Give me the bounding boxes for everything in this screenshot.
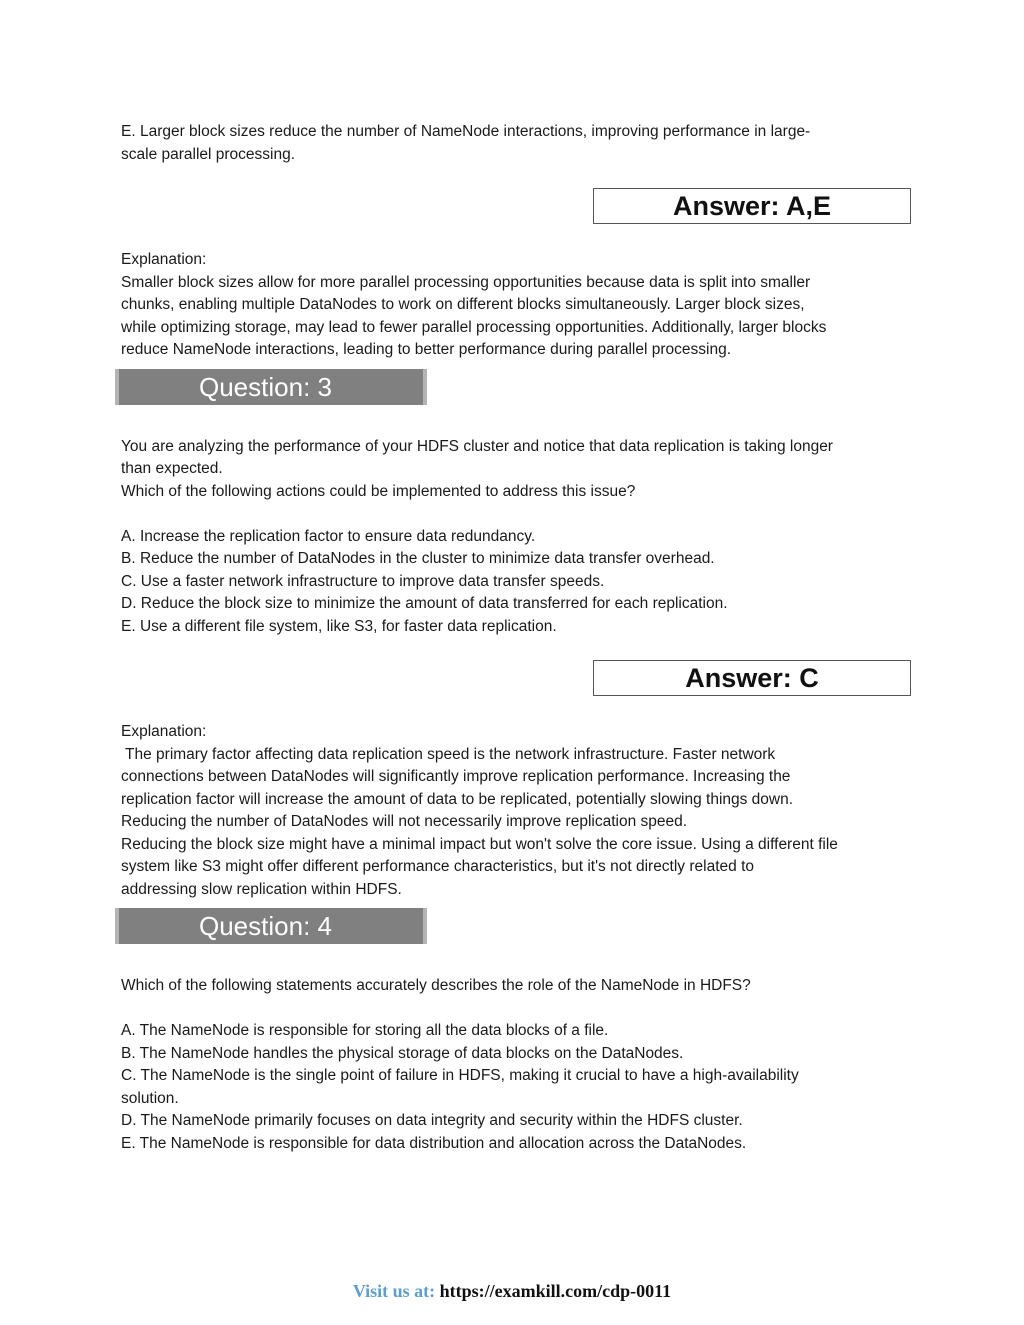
q3-answer-box bbox=[593, 660, 911, 696]
q4-option-a: A. The NameNode is responsible for storing all the data blocks of a file. bbox=[121, 1022, 609, 1039]
q4-option-b: B. The NameNode handles the physical storage of data blocks on the DataNodes. bbox=[121, 1045, 684, 1062]
q4-option-e: E. The NameNode is responsible for data distribution and allocation across the DataNodes. bbox=[121, 1135, 747, 1152]
q4-option-d: D. The NameNode primarily focuses on data integrity and security within the HDFS cluster. bbox=[121, 1112, 743, 1129]
q4-stem-line-1: Which of the following statements accurately describes the role of the NameNode in HDFS? bbox=[121, 977, 751, 994]
question-4-heading bbox=[115, 908, 427, 944]
q2-explanation-line-4: reduce NameNode interactions, leading to better performance during parallel processing. bbox=[121, 341, 732, 358]
q3-explanation-line-5: Reducing the block size might have a minimal impact but won't solve the core issue. Using a different file bbox=[121, 836, 838, 853]
q3-explanation-line-3: replication factor will increase the amount of data to be replicated, potentially slowing things down. bbox=[121, 791, 794, 808]
q2-answer-box bbox=[593, 188, 911, 224]
q3-explanation-label: Explanation: bbox=[121, 723, 207, 740]
q2-option-e-line-2: scale parallel processing. bbox=[121, 146, 296, 163]
footer-label: Visit us at: bbox=[352, 1281, 436, 1301]
q3-explanation-line-7: addressing slow replication within HDFS. bbox=[121, 881, 402, 898]
question-4-heading-text: Question: 4 bbox=[199, 911, 332, 941]
question-3-heading bbox=[115, 369, 427, 405]
q3-option-a: A. Increase the replication factor to ensure data redundancy. bbox=[121, 528, 536, 545]
q2-option-e-line-1: E. Larger block sizes reduce the number of NameNode interactions, improving performance in large- bbox=[121, 123, 811, 140]
q2-answer-text: Answer: A,E bbox=[672, 190, 832, 221]
q3-option-c: C. Use a faster network infrastructure to improve data transfer speeds. bbox=[121, 573, 605, 590]
q3-stem-line-2: than expected. bbox=[121, 460, 223, 477]
q4-option-c-line-2: solution. bbox=[121, 1090, 179, 1107]
q2-explanation-label: Explanation: bbox=[121, 251, 207, 268]
footer-url-link[interactable]: https://examkill.com/cdp-0011 bbox=[439, 1281, 672, 1301]
q2-explanation-line-1: Smaller block sizes allow for more parallel processing opportunities because data is split into smaller bbox=[121, 274, 811, 291]
q3-option-d: D. Reduce the block size to minimize the amount of data transferred for each replication. bbox=[121, 595, 728, 612]
q3-explanation-line-6: system like S3 might offer different performance characteristics, but it's not directly related to bbox=[121, 858, 754, 875]
q2-explanation-line-2: chunks, enabling multiple DataNodes to work on different blocks simultaneously. Larger block sizes, bbox=[121, 296, 805, 313]
q4-option-c-line-1: C. The NameNode is the single point of failure in HDFS, making it crucial to have a high-availability bbox=[121, 1067, 799, 1084]
q3-option-b: B. Reduce the number of DataNodes in the cluster to minimize data transfer overhead. bbox=[121, 550, 715, 567]
q3-stem-line-1: You are analyzing the performance of your HDFS cluster and notice that data replication is taking longer bbox=[121, 438, 833, 455]
q3-option-e: E. Use a different file system, like S3, for faster data replication. bbox=[121, 618, 557, 635]
q2-explanation-line-3: while optimizing storage, may lead to fewer parallel processing opportunities. Additionally, larger blocks bbox=[121, 319, 827, 336]
q3-explanation-line-4: Reducing the number of DataNodes will not necessarily improve replication speed. bbox=[121, 813, 688, 830]
q3-explanation-line-2: connections between DataNodes will significantly improve replication performance. Increasing the bbox=[121, 768, 791, 785]
q3-explanation-line-1: The primary factor affecting data replication speed is the network infrastructure. Faster network bbox=[121, 746, 776, 763]
q3-stem-line-3: Which of the following actions could be implemented to address this issue? bbox=[121, 483, 636, 500]
question-3-heading-text: Question: 3 bbox=[199, 372, 332, 402]
q3-answer-text: Answer: C bbox=[685, 662, 819, 693]
footer bbox=[0, 1281, 1024, 1302]
